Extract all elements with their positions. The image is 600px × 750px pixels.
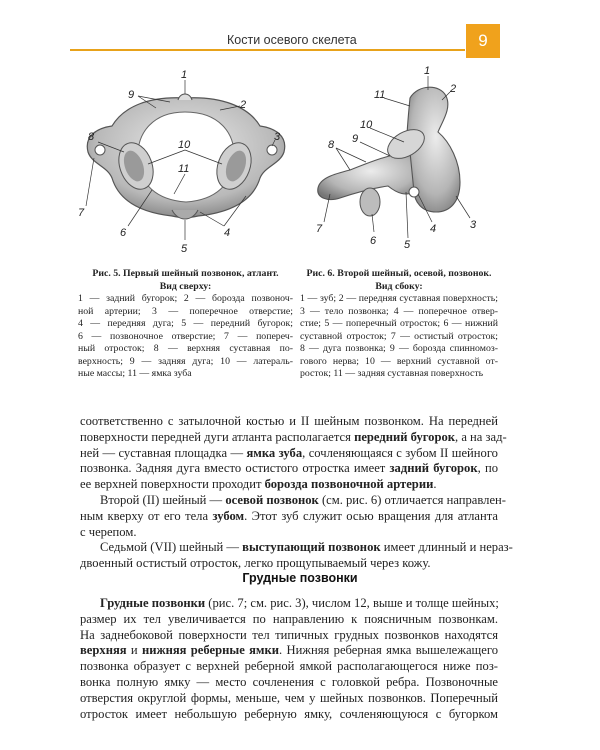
bold-term: верхняя xyxy=(80,643,127,658)
label-11: 11 xyxy=(374,89,386,101)
caption-line: 8 — дуга позвонка; 9 — борозда спинномоз- xyxy=(300,343,498,354)
label-6: 6 xyxy=(370,235,377,247)
caption-line: гового нерва; 10 — верхний суставной от- xyxy=(300,355,498,367)
bold-term: задний бугорок xyxy=(389,461,478,476)
anterior-tubercle xyxy=(172,210,198,219)
caption-line: 4 — передняя дуга; 5 — передний бугорок; xyxy=(78,318,293,329)
figure-5-atlas xyxy=(70,66,300,261)
caption-line: 1 — задний бугорок; 2 — борозда позвоноч- xyxy=(78,293,293,304)
label-6: 6 xyxy=(120,227,127,239)
label-7: 7 xyxy=(78,207,85,219)
bold-term: Грудные позвонки xyxy=(100,596,206,610)
bold-term: нижняя реберные ямки xyxy=(141,643,280,658)
vertebral-foramen xyxy=(138,112,234,202)
text-line: Седьмой (VII) шейный — выступающий позвонок имеет длинный и нерaз- xyxy=(100,540,513,555)
paragraph-thoracic xyxy=(80,596,498,722)
text-line: отросток имеет небольшую реберную ямку, сочленяющуюся с бугорком xyxy=(80,706,498,721)
posterior-tubercle xyxy=(178,94,192,100)
body-text-upper xyxy=(80,414,513,572)
caption-line: ные массы; 11 — ямка зуба xyxy=(78,368,192,379)
text-line: соответственно с затылочной костью и II шейным позвонком. На передней xyxy=(80,414,498,428)
text-line: с черепом. xyxy=(80,524,137,539)
section-heading: Грудные позвонки xyxy=(242,571,358,585)
paragraph-axis xyxy=(80,492,506,540)
label-5: 5 xyxy=(404,239,411,251)
bold-term: передний бугорок xyxy=(354,429,456,444)
figure-5-caption-subtitle: Вид сверху: xyxy=(159,280,212,292)
caption-line: 3 — тело позвонка; 4 — поперечное отвер- xyxy=(300,305,498,317)
label-2: 2 xyxy=(450,83,457,95)
caption-line: 6 — позвоночное отверстие; 7 — попереч- xyxy=(78,330,293,342)
label-8: 8 xyxy=(88,131,95,143)
label-10: 10 xyxy=(178,139,191,151)
text-line: верхняя и нижняя реберные ямки. Нижняя реберная ямка вышележащего xyxy=(80,643,498,658)
caption-line: 1 — зуб; 2 — передняя суставная поверхность; xyxy=(300,293,498,304)
figure-6-caption-subtitle: Вид сбоку: xyxy=(375,280,423,292)
text-line: ее верхней поверхности проходит борозда позвоночной артерии. xyxy=(80,477,437,492)
label-2: 2 xyxy=(240,99,247,111)
label-5: 5 xyxy=(181,243,188,255)
text-line: позвонка образует с верхней реберной ямкой располагающегося ниже поз- xyxy=(80,659,498,674)
paragraph-vii xyxy=(80,540,513,572)
bold-term: борозда позвоночной артерии xyxy=(264,477,434,492)
inferior-articular-process xyxy=(360,188,380,216)
atlas-illustration xyxy=(70,66,300,261)
label-10: 10 xyxy=(360,119,373,131)
caption-line: ный отросток; 8 — верхняя суставная по- xyxy=(78,343,293,354)
label-3: 3 xyxy=(470,219,477,231)
label-9: 9 xyxy=(352,133,359,145)
text-line: ней — суставная площадка — ямка зуба, сочленяющаяся с зубом II шейного xyxy=(80,445,498,460)
figure-5-caption xyxy=(78,268,293,381)
label-9: 9 xyxy=(128,89,135,101)
caption-line: стие; 5 — поперечный отросток; 6 — нижний xyxy=(300,318,498,329)
label-1: 1 xyxy=(181,69,188,81)
transverse-foramen-right xyxy=(267,145,277,155)
label-7: 7 xyxy=(316,223,323,235)
bold-term: выступающий позвонок xyxy=(242,540,381,555)
paragraph-atlas xyxy=(80,414,507,493)
label-4: 4 xyxy=(224,227,231,239)
bold-term: ямка зуба xyxy=(246,445,303,460)
bold-term: зубом xyxy=(212,508,245,523)
header-rule xyxy=(70,49,465,51)
text-line: двоенный остистый отросток, легко прощупываемый через кожу. xyxy=(80,556,431,571)
text-line: Второй (II) шейный — осевой позвонок (см. рис. 6) отличается направлен- xyxy=(100,492,506,507)
running-header: Кости осевого скелета xyxy=(227,33,357,47)
text-line: На заднебоковой поверхности тел типичных грудных позвонков находятся xyxy=(80,627,498,642)
text-line: вонка полную ямку — место сочленения с головкой ребра. Позвоночные xyxy=(80,674,498,689)
figure-6-axis xyxy=(310,62,500,262)
figure-6-caption xyxy=(300,268,498,381)
text-line: позвонка. Задняя дуга вместо остистого отростка имеет задний бугорок, по xyxy=(80,461,498,476)
body-text-lower xyxy=(80,596,498,722)
label-1: 1 xyxy=(424,65,431,77)
text-line: поверхности передней дуги атланта располагается передний бугорок, а на зад- xyxy=(80,429,507,444)
label-3: 3 xyxy=(274,131,281,143)
axis-illustration xyxy=(310,62,500,262)
caption-line: верхность; 9 — задняя дуга; 10 — латераль- xyxy=(78,355,293,367)
figure-6-caption-title: Рис. 6. Второй шейный, осевой, позвонок. xyxy=(306,268,492,279)
caption-line: суставной отросток; 7 — остистый отросток; xyxy=(300,330,498,342)
label-4: 4 xyxy=(430,223,437,235)
figure-5-caption-title: Рис. 5. Первый шейный позвонок, атлант. xyxy=(92,268,279,279)
caption-line: росток; 11 — задняя суставная поверхность xyxy=(300,368,484,379)
caption-line: ной артерии; 3 — поперечное отверстие; xyxy=(78,305,293,317)
text-line: ным кверху от его тела зубом. Этот зуб служит осью вращения для атланта xyxy=(80,508,499,523)
transverse-foramen-left xyxy=(95,145,105,155)
page-number: 9 xyxy=(466,24,500,58)
bold-term: осевой позвонок xyxy=(225,492,319,507)
text-line: отверстия округлой формы, меньше, чем у шейных позвонков. Поперечный xyxy=(80,690,498,705)
label-11: 11 xyxy=(178,163,190,175)
text-line: Грудные позвонки (рис. 7; см. рис. 3), числом 12, выше и толще шейных; xyxy=(100,596,499,610)
label-8: 8 xyxy=(328,139,335,151)
text-line: размер их тел увеличивается по направлению к поясничным позвонкам. xyxy=(80,611,498,626)
